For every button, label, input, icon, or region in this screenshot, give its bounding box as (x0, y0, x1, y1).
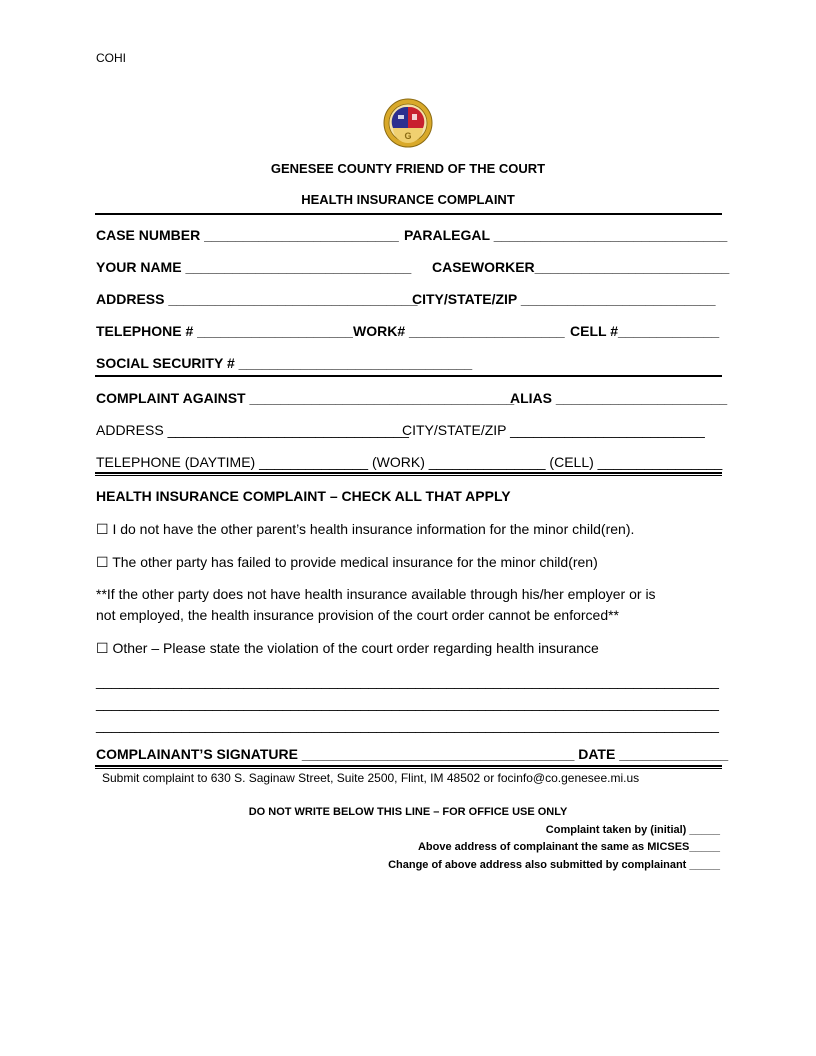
divider (95, 472, 722, 476)
alias-field[interactable]: ALIAS ______________________ (510, 390, 728, 406)
county-seal (383, 98, 433, 148)
seal-icon (383, 98, 433, 148)
address-field[interactable]: ADDRESS ________________________________ (96, 291, 418, 307)
against-address-field[interactable]: ADDRESS _______________________________ (96, 422, 409, 438)
office-complaint-taken-by: Complaint taken by (initial) _____ (545, 824, 720, 836)
ssn-field[interactable]: SOCIAL SECURITY # ______________________________ (96, 355, 473, 371)
work-phone-field[interactable]: WORK# ____________________ (353, 323, 565, 339)
caseworker-field[interactable]: CASEWORKER_________________________ (432, 259, 730, 275)
form-code: COHI (96, 51, 126, 65)
telephone-field[interactable]: TELEPHONE # ____________________ (96, 323, 353, 339)
office-address-same: Above address of complainant the same as MICSES_____ (417, 841, 720, 853)
checklist-heading: HEALTH INSURANCE COMPLAINT – CHECK ALL THAT APPLY (96, 488, 511, 504)
city-state-zip-field[interactable]: CITY/STATE/ZIP _________________________ (412, 291, 716, 307)
divider (95, 765, 722, 769)
submit-note: Submit complaint to 630 S. Saginaw Street, Suite 2500, Flint, IM 48502 or focinfo@co.genesee.mi.us (102, 771, 640, 785)
violation-line-2[interactable]: ________________________________________________________________________________ (96, 695, 719, 711)
against-city-state-zip-field[interactable]: CITY/STATE/ZIP _________________________ (402, 422, 705, 438)
cell-phone-field[interactable]: CELL #_____________ (570, 323, 720, 339)
paralegal-field[interactable]: PARALEGAL ______________________________ (404, 227, 728, 243)
case-number-field[interactable]: CASE NUMBER _________________________ (96, 227, 399, 243)
complaint-against-field[interactable]: COMPLAINT AGAINST __________________________________ (96, 390, 515, 406)
enforcement-note-line1: **If the other party does not have health insurance available through his/her employer or is (96, 586, 656, 602)
org-title: GENESEE COUNTY FRIEND OF THE COURT (270, 161, 546, 176)
checkbox-other[interactable]: ☐ Other – Please state the violation of the court order regarding health insurance (96, 640, 599, 656)
svg-text:G: G (404, 131, 412, 141)
form-title: HEALTH INSURANCE COMPLAINT (301, 192, 515, 207)
divider (95, 213, 722, 215)
your-name-field[interactable]: YOUR NAME _____________________________ (96, 259, 412, 275)
enforcement-note-line2: not employed, the health insurance provision of the court order cannot be enforced** (96, 607, 619, 623)
checkbox-no-insurance-info[interactable]: ☐ I do not have the other parent’s health insurance information for the minor child(ren). (96, 521, 635, 537)
checkbox-failed-to-provide[interactable]: ☐ The other party has failed to provide medical insurance for the minor child(ren) (96, 554, 598, 570)
divider (95, 375, 722, 377)
against-telephone-field[interactable]: TELEPHONE (DAYTIME) ______________ (WORK) _______________ (CELL) ________________ (96, 454, 723, 470)
office-address-change: Change of above address also submitted by complainant _____ (388, 859, 720, 871)
office-use-heading: DO NOT WRITE BELOW THIS LINE – FOR OFFICE USE ONLY (248, 806, 568, 818)
violation-line-3[interactable]: ________________________________________________________________________________ (96, 717, 719, 733)
violation-line-1[interactable]: ________________________________________________________________________________ (96, 673, 719, 689)
signature-date-field[interactable]: COMPLAINANT’S SIGNATURE ___________________________________ DATE ______________ (96, 746, 729, 762)
